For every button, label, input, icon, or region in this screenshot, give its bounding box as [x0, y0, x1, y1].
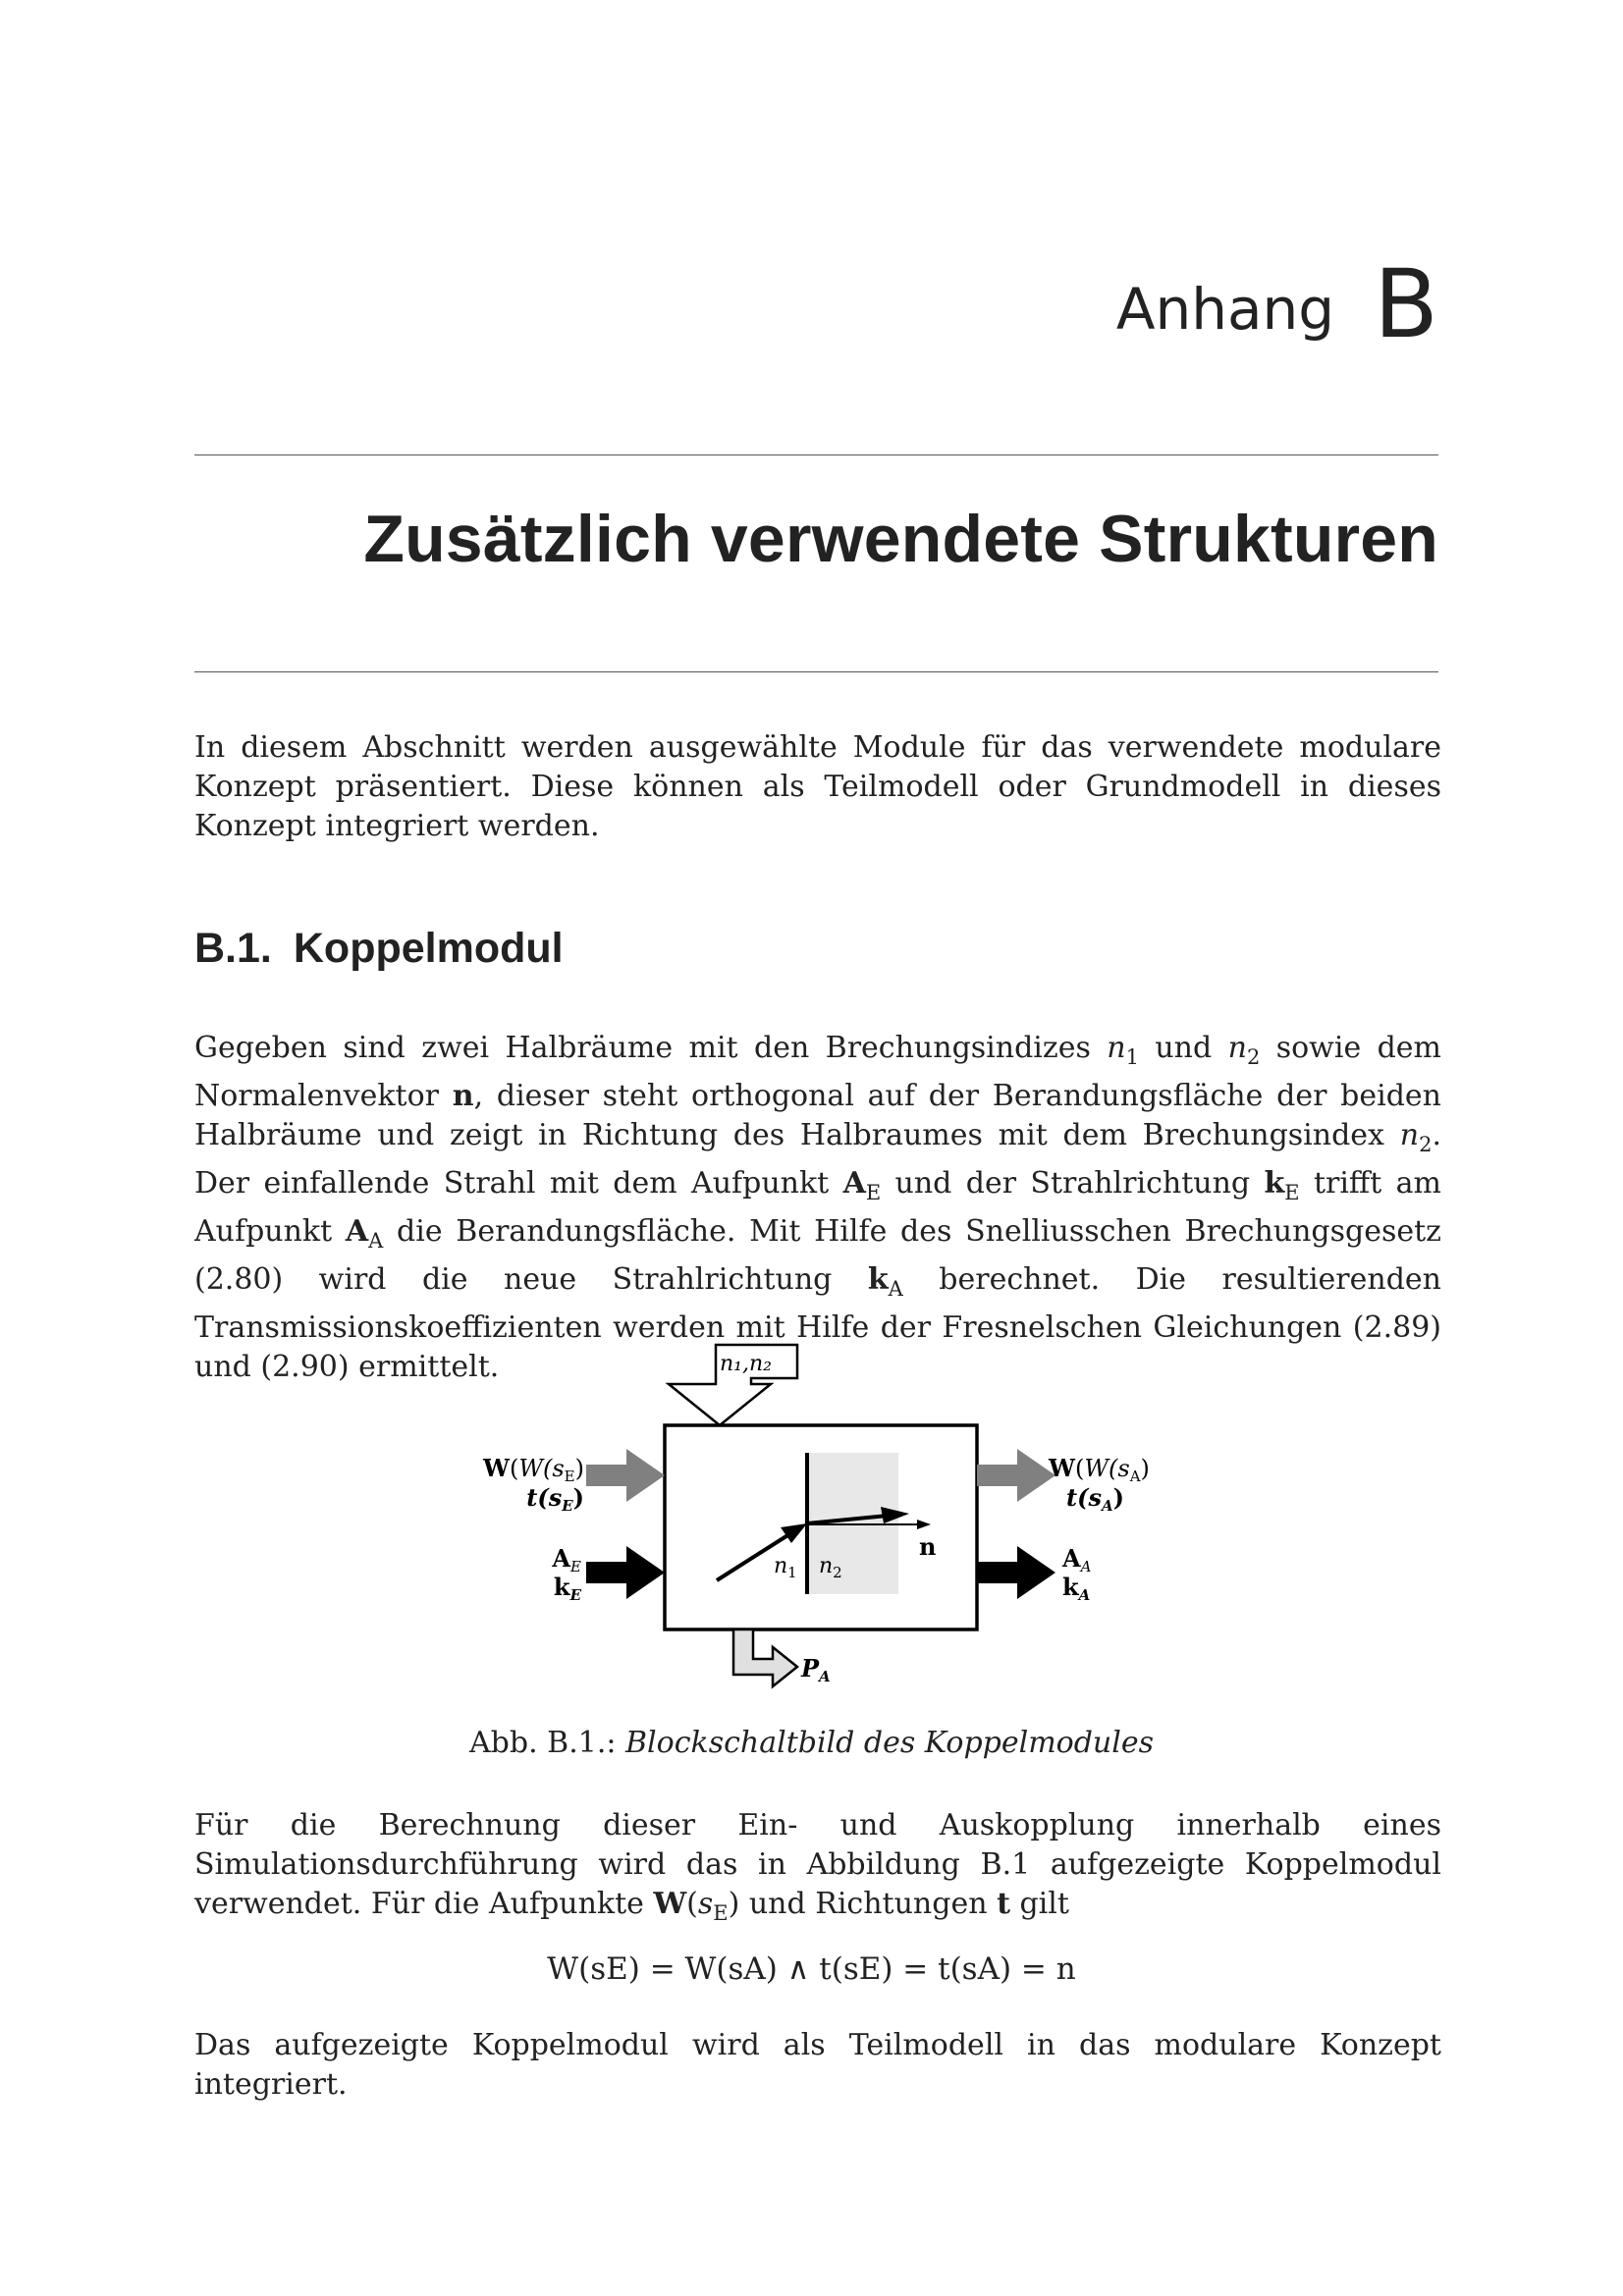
output-t-label: $t(s_A)$ — [1066, 1483, 1124, 1515]
coupling-equation: W(sE) = W(sA) ∧ t(sE) = t(sA) = n — [547, 1951, 1076, 1987]
chapter-heading — [1115, 243, 1438, 359]
body-paragraph-1: Gegeben sind zwei Halbräume mit den Brechungsindizes $n_1$ und $n_2$ sowie dem Normalenvektor n, dieser steht orthogonal auf der Berandungsfläche der beiden Halbräume und zeigt in Richtung des Halbraumes mit dem Brechungsindex $n_2$. Der einfallende Strahl mit dem Aufpunkt $A_E$ und der Strahlrichtung $k_E$ trifft am Aufpunkt $A_A$ die Berandungsfläche. Mit Hilfe des Snelliusschen Brechungsgesetz (2.80) wird die neue Strahlrichtung $k_A$ berechnet. Die resultierenden Transmissionskoeffizienten werden mit Hilfe der Fresnelschen Gleichungen (2.89) und (2.90) ermittelt. — [194, 1031, 1442, 1384]
output-a-label: $A_A$ — [1062, 1544, 1092, 1575]
intro-paragraph: In diesem Abschnitt werden ausgewählte Module für das verwendete modulare Konzept präsentiert. Diese können als Teilmodell oder Grundmodell in dieses Konzept integriert werden. — [194, 730, 1441, 843]
medium-2-label: $n_2$ — [819, 1554, 842, 1581]
output-w-label: $W(W(s_A)$ — [1049, 1454, 1150, 1485]
input-black-arrow — [586, 1546, 665, 1599]
section-title: Koppelmodul — [293, 925, 564, 972]
body-paragraph-2: Für die Berechnung dieser Ein- und Auskopplung innerhalb eines Simulationsdurchführung wird das in Abbildung B.1 aufgezeigte Koppelmodul verwendet. Für die Aufpunkte $W(s_E)$ und Richtungen t gilt — [194, 1808, 1441, 1925]
caption-text: Blockschaltbild des Koppelmodules — [625, 1726, 1154, 1760]
output-black-arrow — [977, 1546, 1055, 1599]
top-rule — [194, 454, 1438, 455]
refractive-index-label: n₁,n₂ — [720, 1352, 772, 1376]
output-k-label: $k_A$ — [1062, 1573, 1091, 1604]
medium-1-label: $n_1$ — [774, 1554, 797, 1581]
output-gray-arrow — [977, 1449, 1055, 1502]
section-number: B.1. — [194, 925, 272, 972]
power-output-arrow — [733, 1629, 797, 1686]
chapter-letter: B — [1374, 249, 1438, 359]
power-label: $P_A$ — [801, 1654, 831, 1685]
input-t-label: $t(s_E)$ — [526, 1483, 584, 1515]
normal-vector-label: n — [919, 1532, 937, 1561]
figure-caption — [0, 1726, 1623, 1760]
coupling-module-diagram — [0, 1315, 1623, 1708]
input-gray-arrow — [586, 1449, 665, 1502]
input-a-label: $A_E$ — [552, 1544, 581, 1575]
input-w-label: $W(W(s_E)$ — [482, 1454, 584, 1485]
input-k-label: $k_E$ — [553, 1573, 581, 1604]
chapter-title: Zusätzlich verwendete Strukturen — [363, 502, 1438, 576]
section-heading — [194, 925, 564, 973]
bottom-rule — [194, 671, 1438, 672]
chapter-label: Anhang — [1115, 276, 1335, 343]
caption-label: Abb. B.1.: — [469, 1726, 617, 1760]
closing-paragraph: Das aufgezeigte Koppelmodul wird als Teilmodell in das modulare Konzept integriert. — [194, 2028, 1441, 2102]
